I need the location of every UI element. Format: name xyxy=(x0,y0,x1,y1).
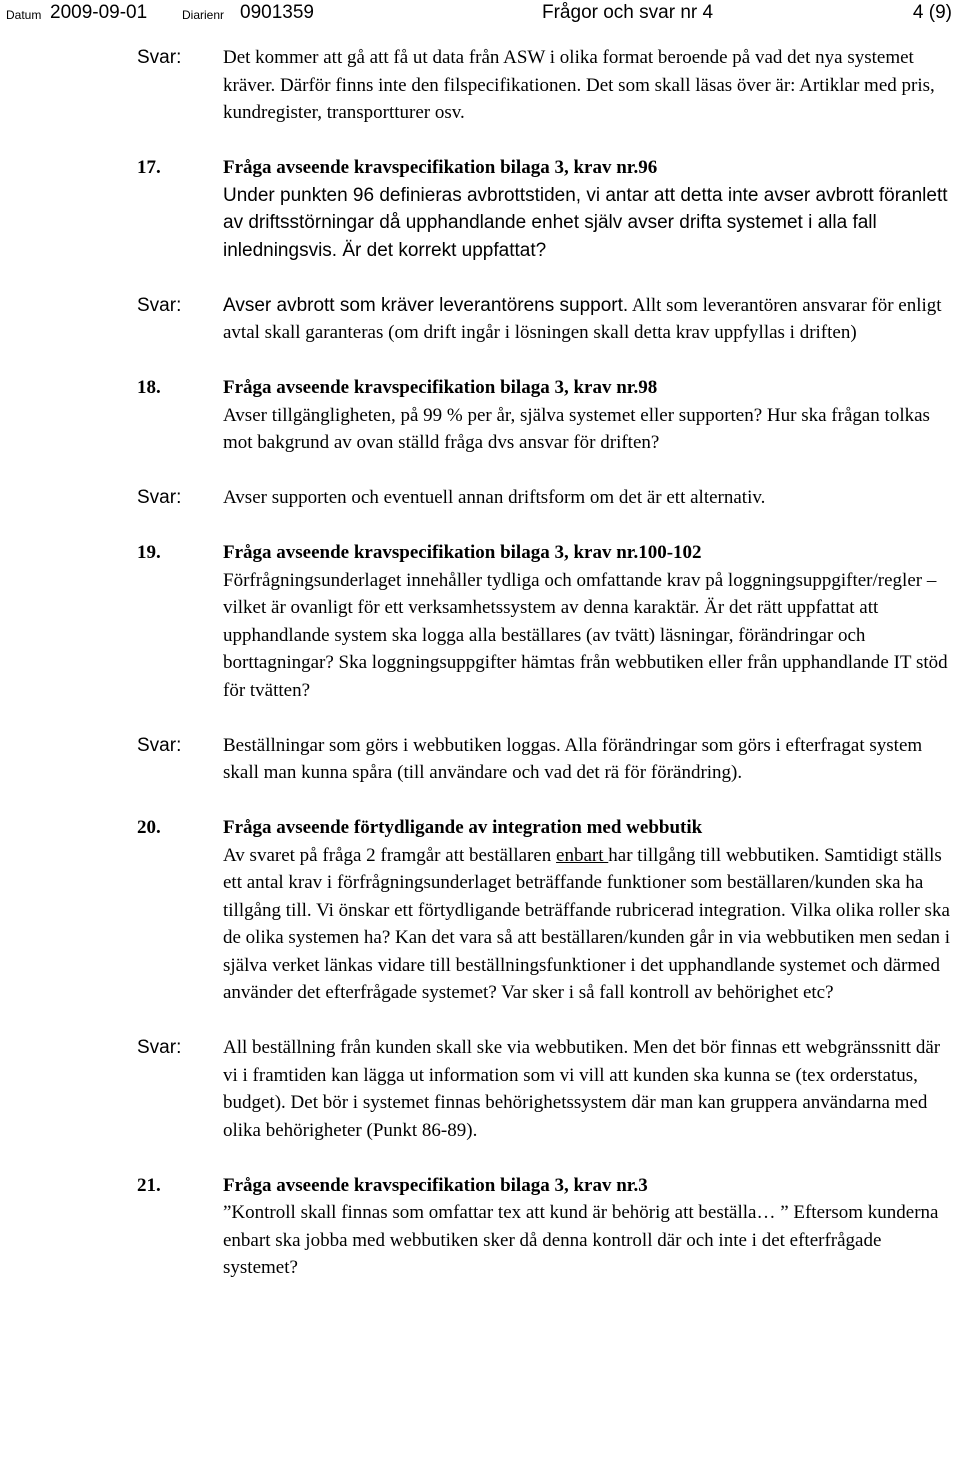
answer-17 xyxy=(137,292,952,347)
question-number: 20. xyxy=(137,817,161,838)
answer-19 xyxy=(137,732,952,787)
question-17 xyxy=(137,154,952,264)
question-number: 21. xyxy=(137,1174,161,1196)
question-text: Avser tillgängligheten, på 99 % per år, själva systemet eller supporten? Hur ska frågan tolkas mot bakgrund av ovan ställd fråga dvs ansvar för driften? xyxy=(223,404,930,453)
question-number: 17. xyxy=(137,157,161,178)
answer-18 xyxy=(137,484,952,512)
question-title: Fråga avseende kravspecifikation bilaga 3, krav nr.98 xyxy=(223,377,658,398)
question-text-end: har tillgång till webbutiken. Samtidigt ställs ett antal krav i förfrågningsunderlaget beträffande funktioner som beställaren/kunden ska ha tillgång till. Vi önskar ett förtydligande beträffande rubricerad integration. Vilka olika roller ska de olika systemen ha? Kan det vara så att beställaren/kunden går in via webbutiken men sedan i själva verket länkas vidare till beställningsfunktioner i det upphandlande systemet och därmed använder det efterfrågade systemet? Var sker i så fall kontroll av behörighet etc? xyxy=(223,844,951,1003)
answer-part-1: Avser avbrott som kräver leverantörens support. xyxy=(223,294,629,316)
question-18 xyxy=(137,374,952,457)
question-text: ”Kontroll skall finnas som omfattar tex att kund är behörig att beställa… ” Eftersom kunderna enbart ska jobba med webbutiken sker då denna kontroll där och inte i det efterfrågade systemet? xyxy=(223,1202,939,1278)
svar-label: Svar: xyxy=(137,1037,182,1058)
document-title: Frågor och svar nr 4 xyxy=(542,2,714,23)
question-title: Fråga avseende kravspecifikation bilaga 3, krav nr.3 xyxy=(223,1174,648,1196)
answer-text: Avser supporten och eventuell annan driftsform om det är ett alternativ. xyxy=(223,487,766,508)
question-number: 18. xyxy=(137,377,161,398)
answer-20 xyxy=(137,1034,952,1144)
answer-text: Det kommer att gå att få ut data från ASW i olika format beroende på vad det nya systemet kräver. Därför finns inte den filspecifikationen. Det som skall läsas över är: Artiklar med pris, kundregister, transportturer osv. xyxy=(223,47,935,123)
answer-16 xyxy=(137,44,952,127)
svar-label: Svar: xyxy=(137,487,182,508)
answer-part-2: Allt som leverantören ansvarar för enligt avtal skall garanteras (om drift ingår i lösningen skall detta krav uppfyllas i driften) xyxy=(223,294,942,343)
question-text-start: Av svaret på fråga 2 framgår att beställaren xyxy=(223,844,557,866)
question-title: Fråga avseende kravspecifikation bilaga 3, krav nr.96 xyxy=(223,157,658,178)
question-number: 19. xyxy=(137,542,161,563)
question-title: Fråga avseende kravspecifikation bilaga 3, krav nr.100-102 xyxy=(223,542,702,563)
svar-label: Svar: xyxy=(137,294,182,316)
datum-label: Datum xyxy=(6,8,42,22)
question-text: Förfrågningsunderlaget innehåller tydliga och omfattande krav på loggningsuppgifter/regler – vilket är ovanligt för ett verksamhetssystem av denna karaktär. Är det rätt uppfattat att upphandlande system ska logga alla beställares (av tvätt) läsningar, förändringar och borttagningar? Ska loggningsuppgifter hämtas från webbutiken eller från upphandlande IT stöd för tvätten? xyxy=(223,569,948,701)
diarienr-label: Diarienr xyxy=(182,8,225,22)
question-20 xyxy=(137,814,952,1007)
question-title: Fråga avseende förtydligande av integration med webbutik xyxy=(223,817,703,838)
page-number: 4 (9) xyxy=(912,2,952,23)
answer-text: All beställning från kunden skall ske via webbutiken. Men det bör finnas ett webgränssnitt där vi i framtiden kan lägga ut information som vi vill att kunden ska kunna se (tex orderstatus, budget). Det bör i systemet finnas behörighetssystem där man kan gruppera användarna med olika behörigheter (Punkt 86-89). xyxy=(223,1037,941,1141)
document-date: 2009-09-01 xyxy=(50,2,148,23)
diarienr-value: 0901359 xyxy=(240,2,314,23)
question-text xyxy=(223,842,952,1007)
underlined-word: enbart xyxy=(556,844,609,866)
answer-text: Beställningar som görs i webbutiken loggas. Alla förändringar som görs i efterfragat system skall man kunna spåra (till användare och vad det rä för förändring). xyxy=(223,734,923,783)
question-21 xyxy=(137,1172,952,1282)
svar-label: Svar: xyxy=(137,734,182,756)
answer-text xyxy=(223,292,952,347)
question-19 xyxy=(137,539,952,704)
document-body xyxy=(137,44,952,1282)
question-text: Under punkten 96 definieras avbrottstiden, vi antar att detta inte avser avbrott föranlett av driftsstörningar då upphandlande enhet själv avser drifta systemet i alla fall inledningsvis. Är det korrekt uppfattat? xyxy=(223,184,948,261)
svar-label: Svar: xyxy=(137,47,182,68)
page-header xyxy=(6,0,954,30)
